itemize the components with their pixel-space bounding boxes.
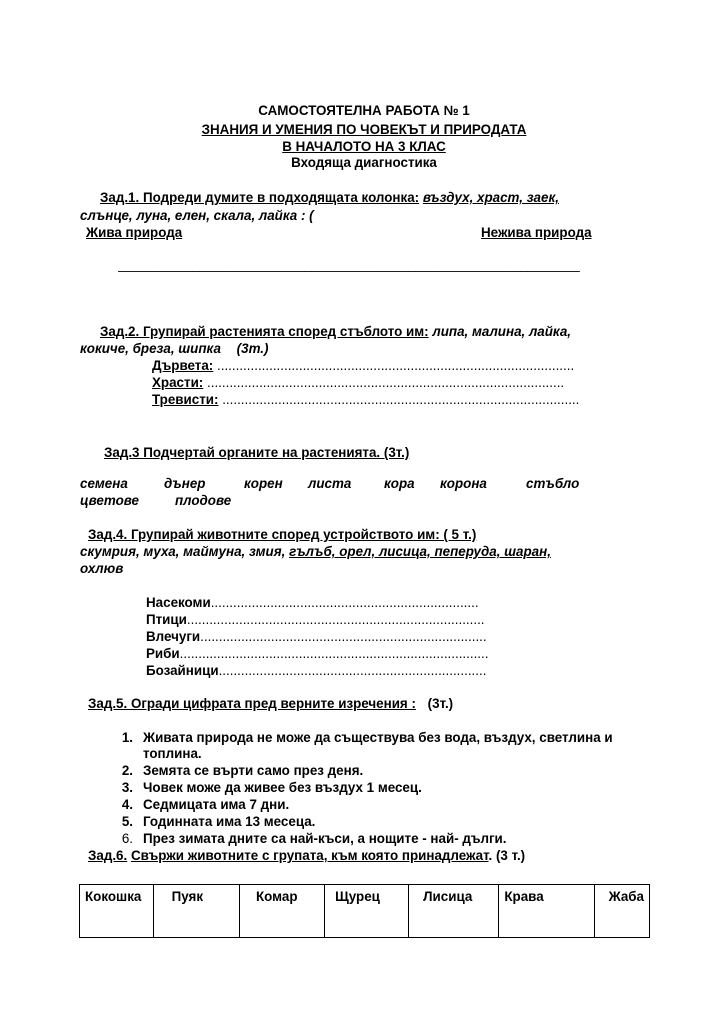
answer-dots: ................................................................................................: [222, 392, 580, 407]
task1-prompt: [100, 190, 559, 206]
task6-prompt: [88, 848, 525, 864]
table-cell: Жаба: [594, 885, 649, 938]
task3-word: кора: [384, 476, 415, 491]
answer-dots: .............................................................................: [200, 629, 487, 644]
table-cell: Щурец: [325, 885, 409, 938]
task1-answer-line: ______________________________________________________________: [118, 257, 580, 272]
task2-label: Зад.2. Групирай растенията според стъблото им:: [100, 324, 429, 339]
title-line-3: В НАЧАЛОТО НА 3 КЛАС: [282, 139, 446, 154]
task4-row-birds: [146, 612, 522, 628]
task2-prompt: [100, 324, 571, 340]
answer-dots: ................................................................................................: [207, 375, 565, 390]
sentence-number: 3.: [121, 780, 133, 795]
task4-label: Зад.4. Групирай животните според устройството им: ( 5 т.): [88, 527, 477, 542]
task3-word: плодове: [175, 493, 232, 508]
table-cell: Комар: [239, 885, 324, 938]
answer-dots: ...................................................................................: [179, 646, 489, 661]
task4-row-label: Бозайници: [146, 663, 219, 678]
task5-points: (3т.): [427, 696, 454, 711]
task1-col-live: Жива природа: [86, 225, 183, 240]
animals-table: [79, 884, 650, 938]
task3-word: дънер: [164, 476, 206, 491]
table-cell: Крава: [499, 885, 594, 938]
sentence-number: 5.: [121, 814, 133, 829]
task4-row-fish: [146, 646, 522, 662]
task4-row-mammals: [146, 663, 526, 679]
task3-word: стъбло: [526, 476, 580, 491]
task2-points: (3т.): [236, 341, 269, 356]
sentence-number: 6.: [121, 831, 133, 846]
answer-dots: ................................................................................................: [217, 358, 575, 373]
task1-words-a: въздух, храст, заек,: [422, 190, 559, 205]
task4-row-reptiles: [146, 629, 526, 645]
sentence-number: 1.: [121, 730, 133, 745]
sentence-text-cont: топлина.: [143, 746, 202, 761]
task2-row-label: Тревисти:: [152, 392, 219, 407]
task2-row-label: Храсти:: [152, 375, 204, 390]
task2-words-a: липа, малина, лайка,: [432, 324, 572, 339]
sentence-text: Годинната има 13 месеца.: [143, 814, 316, 829]
answer-dots: ................................................................................: [186, 612, 485, 627]
task4-words-ab: [80, 544, 551, 560]
task5-label: Зад.5. Огради цифрата пред верните изречения :: [88, 696, 416, 711]
task6-label: Зад.6.: [88, 848, 128, 863]
sentence-number: 2.: [121, 763, 133, 778]
task4-words-a: скумрия, муха, маймуна, змия,: [80, 544, 286, 559]
table-cell: Пуяк: [153, 885, 239, 938]
task3-word: корона: [440, 476, 487, 491]
table-cell: Лисица: [409, 885, 499, 938]
task4-row-label: Насекоми: [146, 595, 211, 610]
task1-col-nonlive: Нежива природа: [481, 225, 592, 240]
task1-words-b: слънце, луна, елен, скала, лайка : (: [80, 208, 314, 223]
sentence-text: Човек може да живее без въздух 1 месец.: [143, 780, 422, 795]
task4-words-c: охлюв: [80, 561, 124, 576]
sentence-text: През зимата дните са най-къси, а нощите - най- дълги.: [143, 831, 507, 846]
title-line-2: ЗНАНИЯ И УМЕНИЯ ПО ЧОВЕКЪТ И ПРИРОДАТА: [201, 122, 527, 137]
answer-dots: ........................................................................: [210, 595, 479, 610]
title-line-1: САМОСТОЯТЕЛНА РАБОТА № 1: [258, 103, 470, 118]
task1-label: Зад.1. Подреди думите в подходящата колонка:: [100, 190, 420, 205]
sentence-text: Живата природа не може да съществува без вода, въздух, светлина и: [143, 730, 613, 745]
sentence-text: Седмицата има 7 дни.: [143, 797, 290, 812]
sentence-text: Земята се върти само през деня.: [143, 763, 364, 778]
table-cell: Кокошка: [80, 885, 154, 938]
task4-row-insects: [146, 595, 516, 611]
task3-word: цветове: [80, 493, 139, 508]
task4-row-label: Влечуги: [146, 629, 201, 644]
task6-points: . (3 т.): [488, 848, 526, 863]
answer-dots: ........................................................................: [218, 663, 487, 678]
sentence-number: 4.: [121, 797, 133, 812]
task4-row-label: Риби: [146, 646, 180, 661]
task2-row-label: Дървета:: [152, 358, 214, 373]
task3-word: корен: [244, 476, 283, 491]
task5-prompt: [88, 696, 453, 712]
task2-row-shrubs: [152, 375, 620, 391]
task4-row-label: Птици: [146, 612, 187, 627]
task2-row-trees: [152, 358, 630, 374]
task4-words-b: гълъб, орел, лисица, пеперуда, шаран,: [289, 544, 551, 559]
task6-instruction: Свържи животните с групата, към която принадлежат: [130, 848, 489, 863]
title-line-4: Входяща диагностика: [291, 155, 437, 170]
task3-word: листа: [308, 476, 352, 491]
task3-word: семена: [80, 476, 128, 491]
task2-row-herbs: [152, 392, 632, 408]
task3-label: Зад.3 Подчертай органите на растенията. (3т.): [104, 445, 410, 460]
table-row: [80, 885, 650, 938]
task2-words-b: кокиче, бреза, шипка: [80, 341, 221, 356]
